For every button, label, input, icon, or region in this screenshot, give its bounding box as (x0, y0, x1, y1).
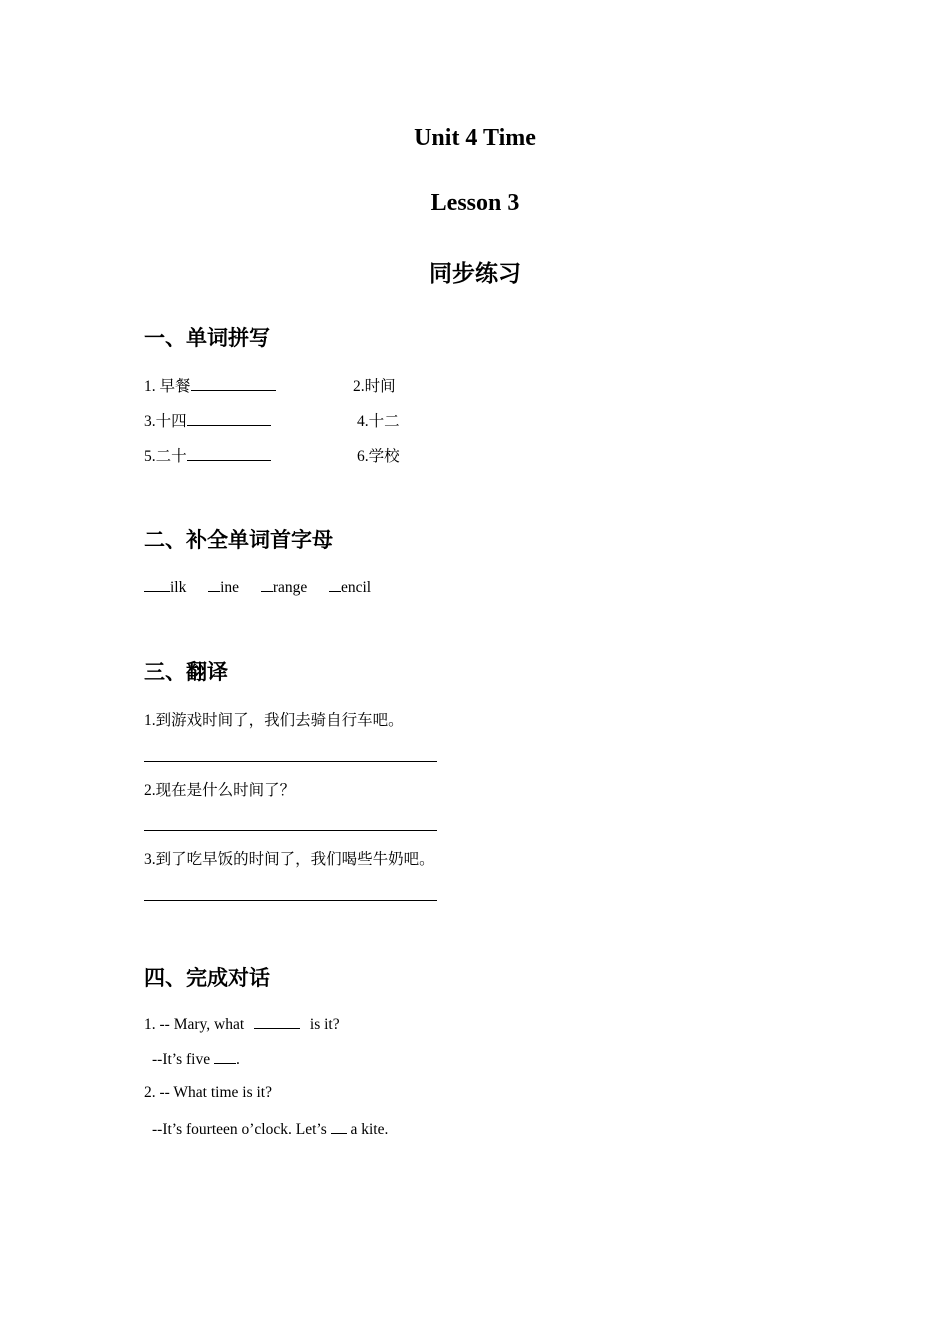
dialogue-blank[interactable] (254, 1014, 300, 1029)
dialogue-blank[interactable] (331, 1119, 347, 1134)
spelling-item-1: 1. 早餐 (144, 374, 276, 396)
section-3-heading: 三、翻译 (144, 660, 228, 684)
dialogue-2-reply: --It’s fourteen o’clock. Let’s a kite. (152, 1121, 389, 1138)
dialogue-blank[interactable] (214, 1049, 236, 1064)
spelling-item-3: 3.十四 (144, 409, 271, 431)
answer-line-1[interactable] (144, 761, 437, 762)
letter-blank[interactable] (208, 577, 220, 592)
translation-item-3: 3.到了吃早饭的时间了，我们喝些牛奶吧。 (144, 851, 435, 868)
section-1-heading: 一、单词拼写 (144, 326, 270, 350)
letter-blank[interactable] (144, 577, 170, 592)
letters-row: ilk ine range encil (144, 577, 371, 597)
spelling-item-4: 4.十二 (357, 413, 400, 430)
spelling-item-2: 2.时间 (353, 378, 396, 395)
section-2-heading: 二、补全单词首字母 (144, 528, 333, 552)
answer-line-2[interactable] (144, 830, 437, 831)
subtitle: 同步练习 (429, 261, 521, 287)
translation-item-1: 1.到游戏时间了，我们去骑自行车吧。 (144, 712, 404, 729)
dialogue-2-question: 2. -- What time is it? (144, 1084, 272, 1101)
answer-blank[interactable] (187, 446, 271, 461)
answer-blank[interactable] (187, 411, 271, 426)
letter-blank[interactable] (261, 577, 273, 592)
dialogue-1-reply: --It’s five . (152, 1051, 240, 1068)
dialogue-1-question: 1. -- Mary, what is it? (144, 1016, 340, 1033)
letter-blank[interactable] (329, 577, 341, 592)
spelling-item-6: 6.学校 (357, 448, 400, 465)
answer-line-3[interactable] (144, 900, 437, 901)
unit-title: Unit 4 Time (414, 125, 536, 151)
spelling-item-5: 5.二十 (144, 444, 271, 466)
translation-item-2: 2.现在是什么时间了？ (144, 782, 296, 799)
lesson-title: Lesson 3 (430, 190, 520, 216)
section-4-heading: 四、完成对话 (144, 966, 270, 990)
answer-blank[interactable] (191, 376, 276, 391)
